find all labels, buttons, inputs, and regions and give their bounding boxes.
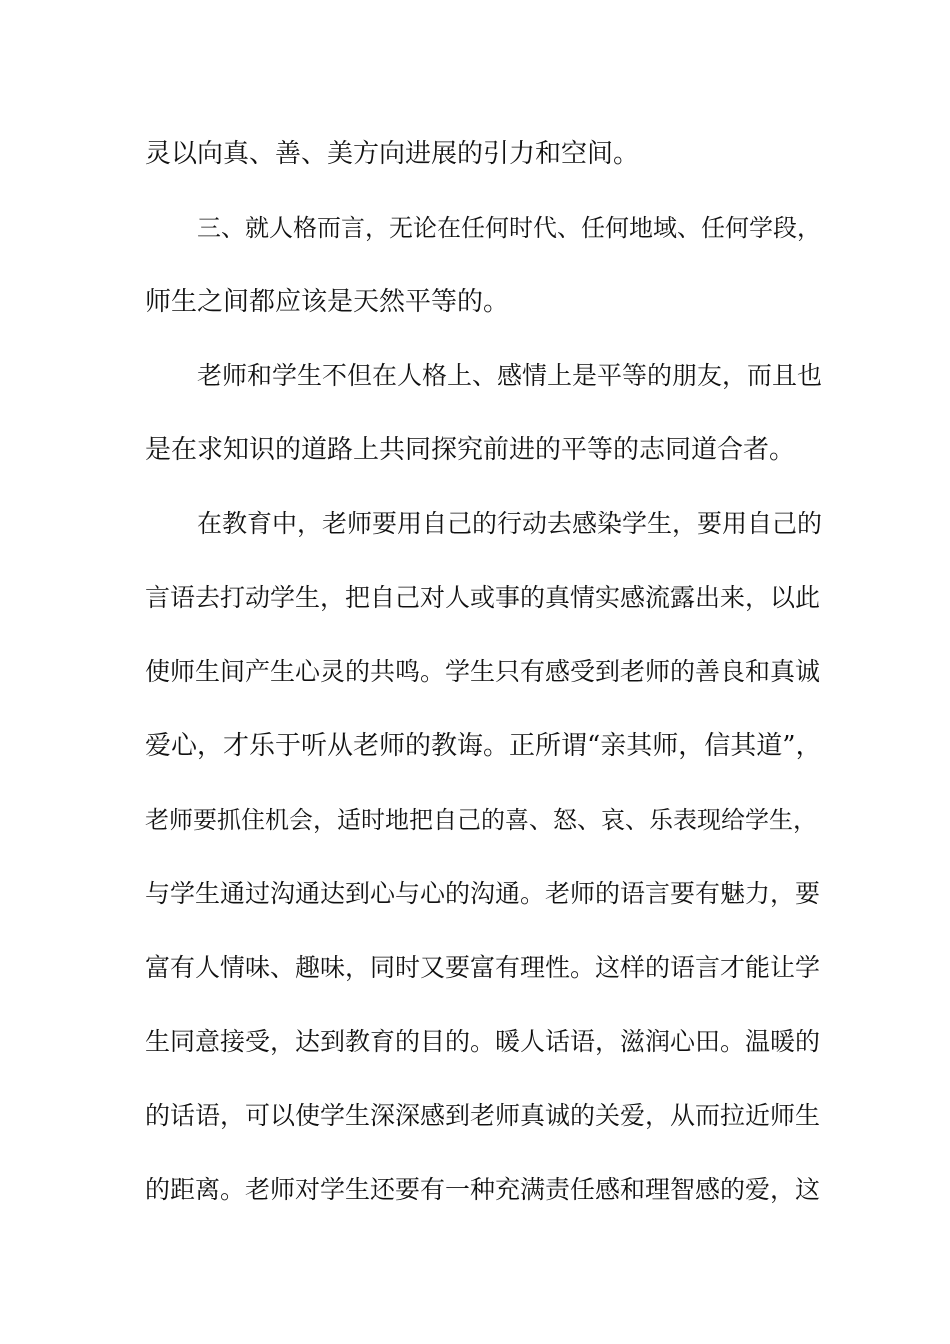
text-line: 灵以向真、善、美方向进展的引力和空间。: [145, 139, 640, 169]
text-line: 生同意接受，达到教育的目的。暖人话语，滋润心田。温暖的: [145, 1027, 821, 1056]
text-line: 师生之间都应该是天然平等的。: [145, 287, 510, 317]
text-line: 老师和学生不但在人格上、感情上是平等的朋友，而且也: [197, 361, 823, 390]
text-line: 言语去打动学生，把自己对人或事的真情实感流露出来，以此: [145, 583, 821, 612]
text-line: 富有人情味、趣味，同时又要富有理性。这样的语言才能让学: [145, 953, 821, 982]
text-line: 在教育中，老师要用自己的行动去感染学生，要用自己的: [197, 509, 823, 538]
text-line: 爱心，才乐于听从老师的教诲。正所谓“亲其师，信其道”，: [145, 731, 822, 761]
text-line: 的话语，可以使学生深深感到老师真诚的关爱，从而拉近师生: [145, 1101, 821, 1130]
text-line: 使师生间产生心灵的共鸣。学生只有感受到老师的善良和真诚: [145, 657, 821, 686]
text-line: 三、就人格而言，无论在任何时代、任何地域、任何学段，: [197, 214, 821, 242]
text-line: 与学生通过沟通达到心与心的沟通。老师的语言要有魅力，要: [145, 879, 821, 908]
text-line: 的距离。老师对学生还要有一种充满责任感和理智感的爱，这: [145, 1175, 821, 1204]
text-line: 是在求知识的道路上共同探究前进的平等的志同道合者。: [145, 435, 796, 465]
text-line: 老师要抓住机会，适时地把自己的喜、怒、哀、乐表现给学生，: [145, 806, 817, 834]
